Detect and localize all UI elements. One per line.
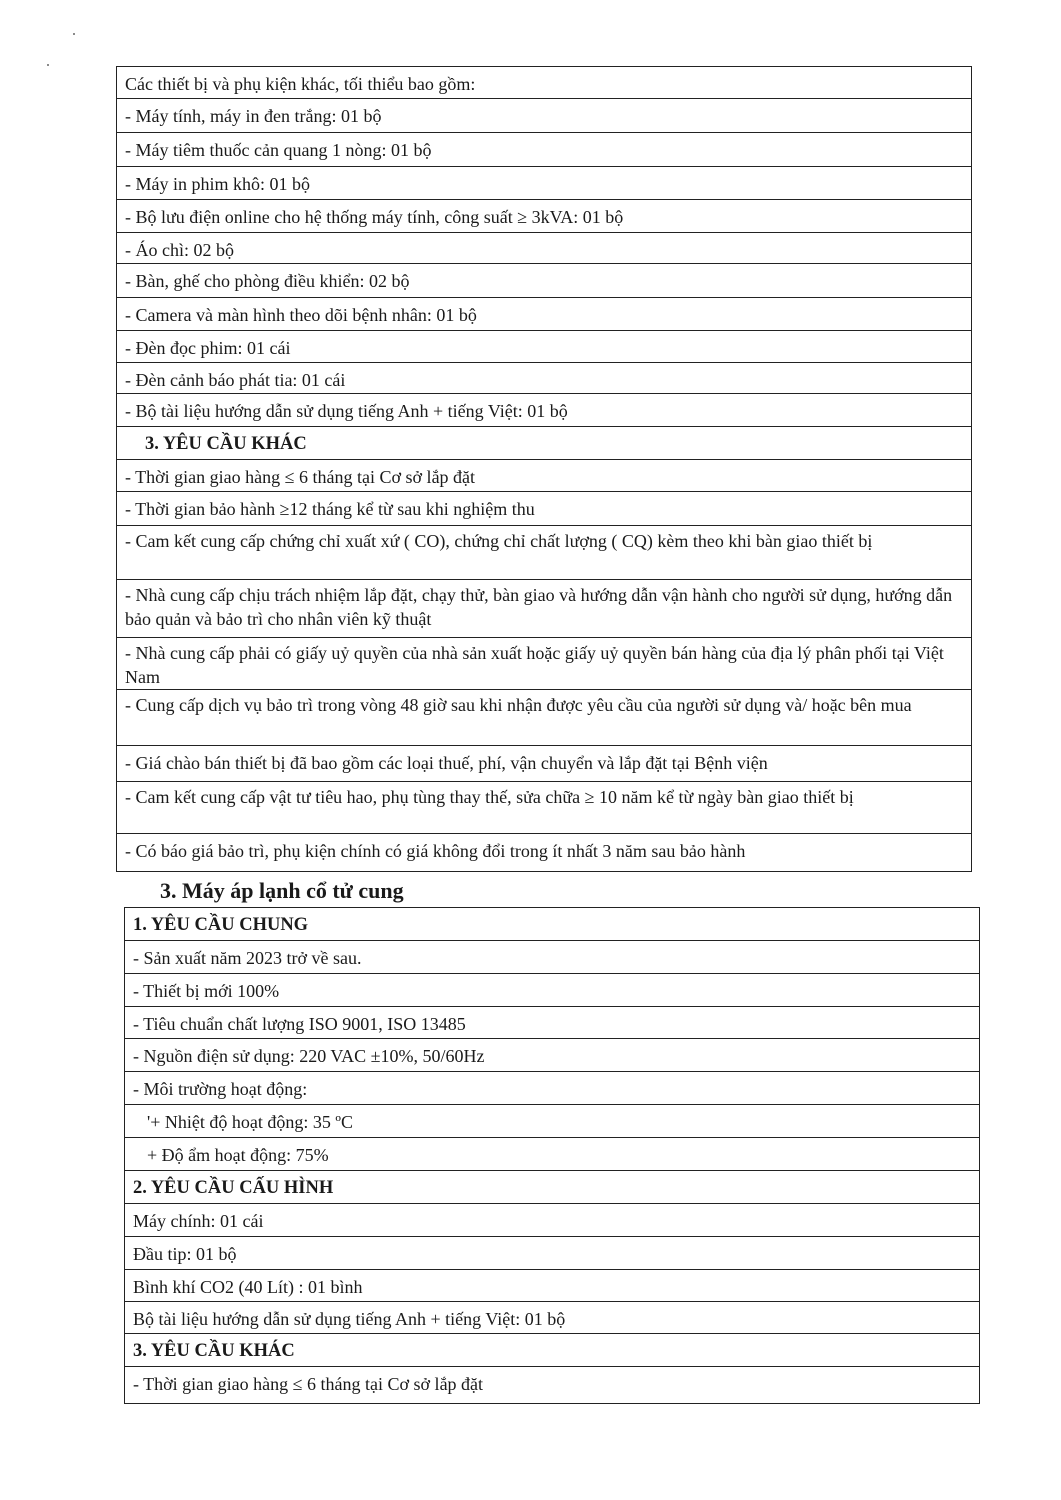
table-row: - Nhà cung cấp chịu trách nhiệm lắp đặt, chạy thử, bàn giao và hướng dẫn vận hành cho người sử dụng, hướng dẫn bảo quản và bảo trì cho nhân viên kỹ thuật bbox=[117, 579, 971, 637]
table-row: - Nhà cung cấp phải có giấy uỷ quyền của nhà sản xuất hoặc giấy uỷ quyền bán hàng của địa lý phân phối tại Việt Nam bbox=[117, 637, 971, 689]
table-row: - Thời gian bảo hành ≥12 tháng kể từ sau khi nghiệm thu bbox=[117, 491, 971, 525]
table-row: - Đèn cảnh báo phát tia: 01 cái bbox=[117, 362, 971, 393]
table-row: Bộ tài liệu hướng dẫn sử dụng tiếng Anh + tiếng Việt: 01 bộ bbox=[125, 1301, 979, 1333]
table-row: - Thời gian giao hàng ≤ 6 tháng tại Cơ sở lắp đặt bbox=[117, 459, 971, 491]
table-row: - Máy in phim khô: 01 bộ bbox=[117, 166, 971, 199]
section-title: 3. Máy áp lạnh cổ tử cung bbox=[160, 878, 404, 903]
table-row: - Có báo giá bảo trì, phụ kiện chính có giá không đổi trong ít nhất 3 năm sau bảo hành bbox=[117, 833, 971, 871]
section-header-configuration: 2. YÊU CẦU CẤU HÌNH bbox=[125, 1170, 979, 1203]
table-row: - Đèn đọc phim: 01 cái bbox=[117, 330, 971, 362]
section-header-other: 3. YÊU CẦU KHÁC bbox=[125, 1333, 979, 1366]
table-row: - Áo chì: 02 bộ bbox=[117, 232, 971, 263]
table-row: - Sản xuất năm 2023 trở về sau. bbox=[125, 940, 979, 973]
table-row: - Bộ tài liệu hướng dẫn sử dụng tiếng Anh + tiếng Việt: 01 bộ bbox=[117, 393, 971, 426]
equipment-requirements-table bbox=[116, 66, 972, 872]
table-row: - Máy tiêm thuốc cản quang 1 nòng: 01 bộ bbox=[117, 132, 971, 166]
table-row: - Bộ lưu điện online cho hệ thống máy tính, công suất ≥ 3kVA: 01 bộ bbox=[117, 199, 971, 232]
table-row: - Thiết bị mới 100% bbox=[125, 973, 979, 1006]
table-row: - Camera và màn hình theo dõi bệnh nhân: 01 bộ bbox=[117, 297, 971, 330]
table-row: Các thiết bị và phụ kiện khác, tối thiểu bao gồm: bbox=[125, 74, 476, 94]
table-row: '+ Nhiệt độ hoạt động: 35 ºC bbox=[125, 1104, 979, 1137]
table-row: - Máy tính, máy in đen trắng: 01 bộ bbox=[117, 98, 971, 132]
scan-speck bbox=[47, 64, 49, 66]
table-row: - Tiêu chuẩn chất lượng ISO 9001, ISO 13485 bbox=[125, 1006, 979, 1038]
table-row: - Môi trường hoạt động: bbox=[125, 1071, 979, 1104]
cryo-device-requirements-table bbox=[124, 907, 980, 1404]
table-row: - Giá chào bán thiết bị đã bao gồm các loại thuế, phí, vận chuyển và lắp đặt tại Bệnh viện bbox=[117, 745, 971, 781]
table-row: - Cam kết cung cấp chứng chỉ xuất xứ ( CO), chứng chỉ chất lượng ( CQ) kèm theo khi bàn giao thiết bị bbox=[117, 525, 971, 579]
table-row: Đầu tip: 01 bộ bbox=[125, 1236, 979, 1269]
table-row: Máy chính: 01 cái bbox=[125, 1203, 979, 1236]
table-row: - Cam kết cung cấp vật tư tiêu hao, phụ tùng thay thế, sửa chữa ≥ 10 năm kể từ ngày bàn giao thiết bị bbox=[117, 781, 971, 833]
section-header-general: 1. YÊU CẦU CHUNG bbox=[133, 915, 309, 935]
table-row: - Thời gian giao hàng ≤ 6 tháng tại Cơ sở lắp đặt bbox=[125, 1366, 979, 1403]
table-row: - Bàn, ghế cho phòng điều khiển: 02 bộ bbox=[117, 263, 971, 297]
scan-speck bbox=[73, 33, 75, 35]
section-header-other-requirements: 3. YÊU CẦU KHÁC bbox=[117, 426, 971, 459]
table-row: + Độ ẩm hoạt động: 75% bbox=[125, 1137, 979, 1170]
table-row: - Cung cấp dịch vụ bảo trì trong vòng 48 giờ sau khi nhận được yêu cầu của người sử dụng và/ hoặc bên mua bbox=[117, 689, 971, 745]
table-row: - Nguồn điện sử dụng: 220 VAC ±10%, 50/60Hz bbox=[125, 1038, 979, 1071]
table-row: Bình khí CO2 (40 Lít) : 01 bình bbox=[125, 1269, 979, 1301]
